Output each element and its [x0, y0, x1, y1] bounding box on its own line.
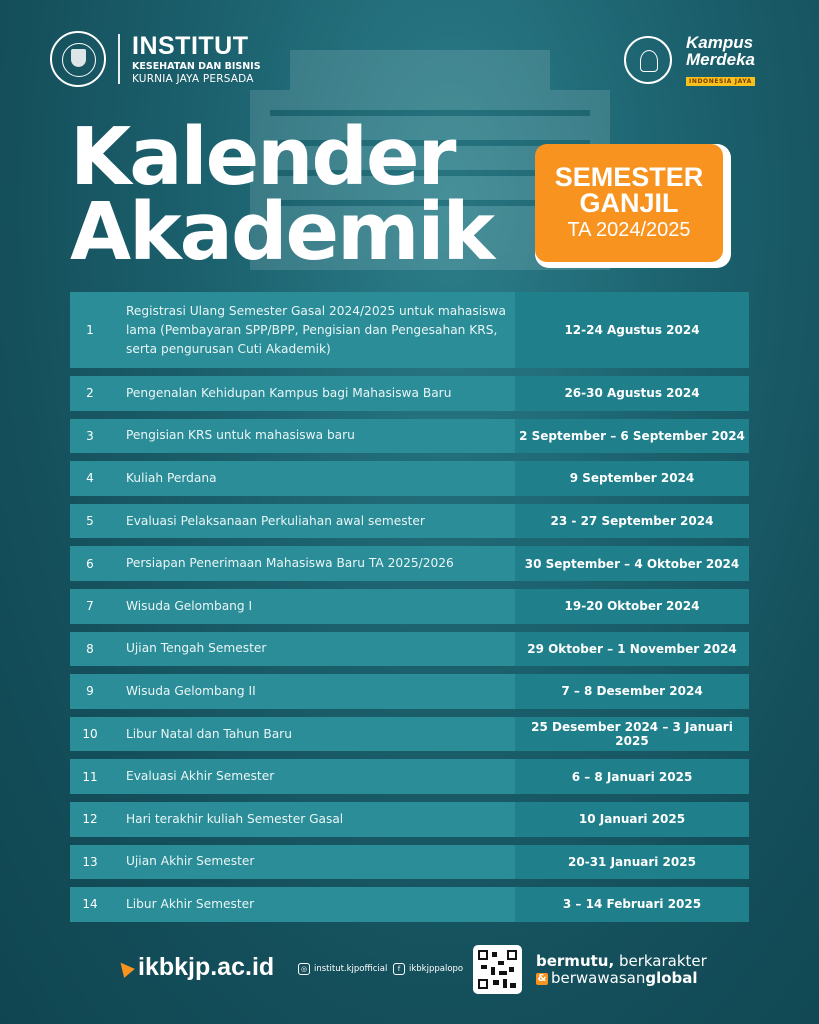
institute-header	[50, 30, 261, 88]
website-link[interactable]	[118, 953, 274, 982]
row-activity: Ujian Tengah Semester	[110, 632, 515, 667]
badge-line-1: SEMESTER	[554, 162, 704, 192]
tagline-berwawasan: berwawasan	[551, 969, 646, 987]
row-date: 30 September – 4 Oktober 2024	[515, 546, 749, 581]
row-date: 2 September – 6 September 2024	[515, 419, 749, 454]
row-activity: Persiapan Penerimaan Mahasiswa Baru TA 2025/2026	[110, 546, 515, 581]
row-number: 12	[70, 802, 110, 837]
row-date: 25 Desember 2024 – 3 Januari 2025	[515, 717, 749, 752]
table-row	[70, 546, 749, 581]
row-number: 10	[70, 717, 110, 752]
kampus-merdeka-tag: INDONESIA JAYA	[686, 77, 755, 86]
row-date: 19-20 Oktober 2024	[515, 589, 749, 624]
row-activity: Kuliah Perdana	[110, 461, 515, 496]
tut-wuri-handayani-logo-icon	[624, 36, 672, 84]
row-number: 1	[70, 292, 110, 368]
instagram-icon: ◎	[298, 963, 310, 975]
pointer-arrow-icon	[115, 958, 135, 978]
row-activity: Libur Akhir Semester	[110, 887, 515, 922]
row-date: 10 Januari 2025	[515, 802, 749, 837]
row-activity: Pengisian KRS untuk mahasiswa baru	[110, 419, 515, 454]
row-date: 23 - 27 September 2024	[515, 504, 749, 539]
schedule-table	[70, 292, 749, 930]
row-date: 29 Oktober – 1 November 2024	[515, 632, 749, 667]
row-number: 9	[70, 674, 110, 709]
institute-subtitle-1: KESEHATAN DAN BISNIS	[132, 61, 261, 72]
page-title	[70, 111, 494, 278]
row-number: 8	[70, 632, 110, 667]
row-activity: Registrasi Ulang Semester Gasal 2024/2025 untuk mahasiswa lama (Pembayaran SPP/BPP, Pengisian dan Pengesahan KRS, serta pengurusan Cuti Akademik)	[110, 292, 515, 368]
facebook-icon: f	[393, 963, 405, 975]
semester-badge	[535, 144, 731, 268]
table-row	[70, 717, 749, 752]
badge-line-3: TA 2024/2025	[567, 219, 691, 241]
row-number: 14	[70, 887, 110, 922]
institute-subtitle-2: KURNIA JAYA PERSADA	[132, 72, 254, 85]
row-date: 6 – 8 Januari 2025	[515, 759, 749, 794]
kampus-merdeka-logo	[686, 34, 776, 87]
row-activity: Evaluasi Pelaksanaan Perkuliahan awal semester	[110, 504, 515, 539]
tagline	[536, 953, 707, 987]
facebook-handle: ikbkjppalopo	[409, 964, 464, 974]
tagline-bermutu: bermutu,	[536, 952, 615, 970]
title-line-2: Akademik	[70, 186, 494, 278]
title-line-1: Kalender	[70, 111, 455, 203]
row-activity: Ujian Akhir Semester	[110, 845, 515, 880]
table-row	[70, 845, 749, 880]
row-number: 7	[70, 589, 110, 624]
row-activity: Hari terakhir kuliah Semester Gasal	[110, 802, 515, 837]
row-date: 9 September 2024	[515, 461, 749, 496]
facebook-link[interactable]	[393, 963, 463, 975]
table-row	[70, 759, 749, 794]
row-date: 12-24 Agustus 2024	[515, 292, 749, 368]
row-activity: Libur Natal dan Tahun Baru	[110, 717, 515, 752]
row-number: 6	[70, 546, 110, 581]
row-number: 2	[70, 376, 110, 411]
table-row	[70, 632, 749, 667]
table-row	[70, 292, 749, 368]
institute-name	[132, 34, 261, 84]
row-number: 4	[70, 461, 110, 496]
institute-logo-icon	[50, 31, 106, 87]
header-divider	[118, 34, 120, 84]
kampus-merdeka-line1: Kampus	[686, 33, 754, 52]
table-row	[70, 461, 749, 496]
tagline-global: global	[645, 969, 698, 987]
row-number: 11	[70, 759, 110, 794]
row-activity: Wisuda Gelombang II	[110, 674, 515, 709]
row-date: 7 – 8 Desember 2024	[515, 674, 749, 709]
row-activity: Pengenalan Kehidupan Kampus bagi Mahasiswa Baru	[110, 376, 515, 411]
row-number: 13	[70, 845, 110, 880]
website-text: ikbkjp.ac.id	[138, 953, 275, 981]
ampersand-icon: &	[537, 972, 547, 984]
table-row	[70, 802, 749, 837]
row-date: 3 – 14 Februari 2025	[515, 887, 749, 922]
table-row	[70, 419, 749, 454]
tagline-berkarakter: berkarakter	[614, 952, 707, 970]
institute-title: INSTITUT	[132, 32, 249, 60]
instagram-link[interactable]	[298, 963, 387, 975]
row-number: 5	[70, 504, 110, 539]
row-date: 20-31 Januari 2025	[515, 845, 749, 880]
table-row	[70, 504, 749, 539]
row-activity: Wisuda Gelombang I	[110, 589, 515, 624]
table-row	[70, 674, 749, 709]
badge-line-2: GANJIL	[579, 188, 679, 218]
row-date: 26-30 Agustus 2024	[515, 376, 749, 411]
instagram-handle: institut.kjpofficial	[314, 964, 388, 974]
table-row	[70, 376, 749, 411]
footer	[0, 940, 819, 1024]
row-number: 3	[70, 419, 110, 454]
kampus-merdeka-line2: Merdeka	[686, 50, 755, 69]
row-activity: Evaluasi Akhir Semester	[110, 759, 515, 794]
table-row	[70, 887, 749, 922]
table-row	[70, 589, 749, 624]
qr-code-icon[interactable]	[473, 945, 522, 994]
